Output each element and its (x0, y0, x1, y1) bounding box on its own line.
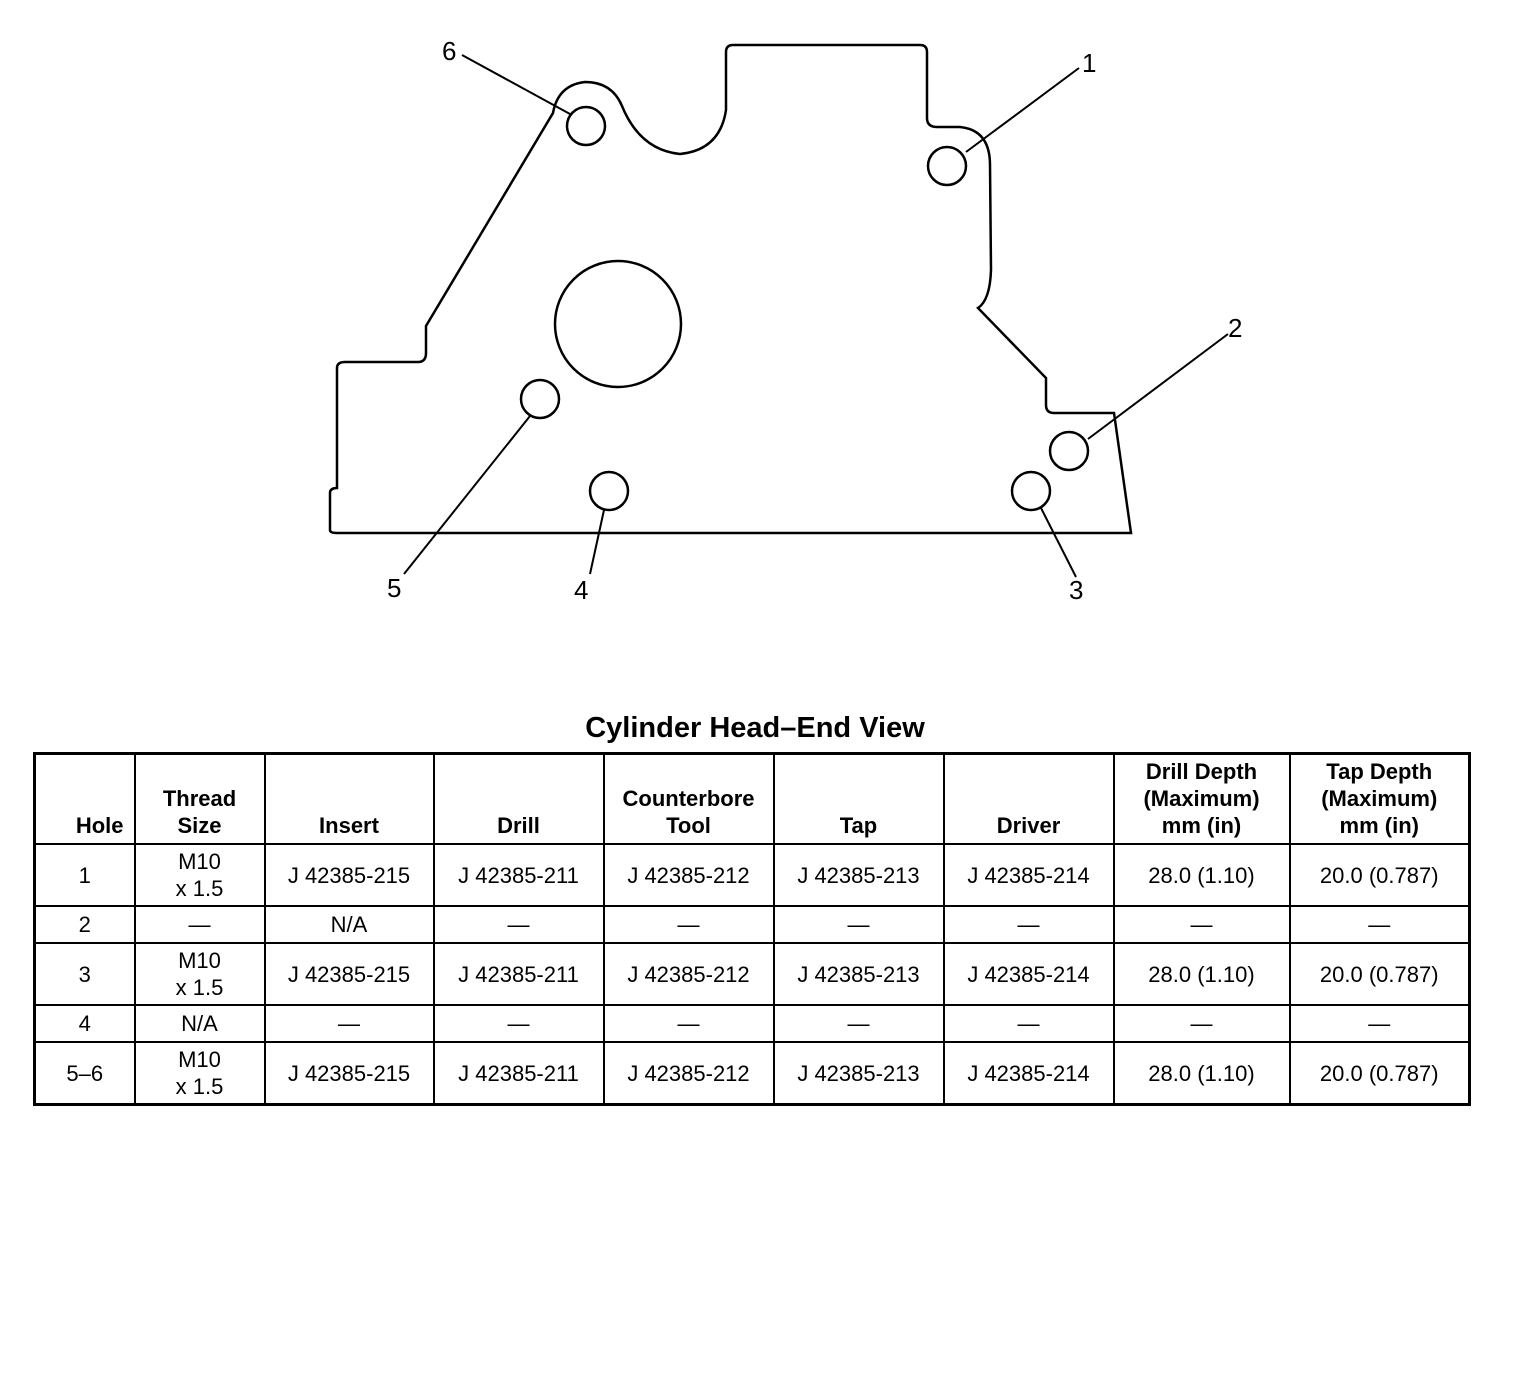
header-thread-size: Thread Size (135, 754, 265, 845)
cell-drill-depth: — (1114, 1005, 1290, 1042)
callout-6: 6 (442, 36, 457, 66)
table-row (35, 1005, 1470, 1042)
cell-insert: J 42385-215 (265, 943, 434, 1005)
cell-insert: J 42385-215 (265, 844, 434, 906)
cell-insert: — (265, 1005, 434, 1042)
cell-tap-depth: 20.0 (0.787) (1290, 943, 1470, 1005)
cell-tap: J 42385-213 (774, 844, 944, 906)
header-tap: Tap (774, 754, 944, 845)
leader-line-6 (462, 55, 570, 114)
hole-3-circle (1012, 472, 1050, 510)
callout-5: 5 (387, 573, 402, 603)
callout-1: 1 (1082, 48, 1097, 78)
hole-4-circle (590, 472, 628, 510)
hole-5-circle (521, 380, 559, 418)
cell-driver: J 42385-214 (944, 844, 1114, 906)
header-driver: Driver (944, 754, 1114, 845)
cell-tap: — (774, 1005, 944, 1042)
header-insert: Insert (265, 754, 434, 845)
header-counterbore-tool: Counterbore Tool (604, 754, 774, 845)
cell-hole: 2 (35, 906, 135, 943)
leader-line-1 (966, 68, 1079, 152)
large-bore-circle (555, 261, 681, 387)
cell-thread-size: N/A (135, 1005, 265, 1042)
cell-tap-depth: — (1290, 1005, 1470, 1042)
cell-hole: 1 (35, 844, 135, 906)
leader-line-5 (404, 416, 530, 574)
leader-line-3 (1041, 508, 1076, 577)
cell-counterbore-tool: — (604, 906, 774, 943)
callout-4: 4 (574, 575, 589, 605)
table-row (35, 906, 1470, 943)
cell-tap: J 42385-213 (774, 943, 944, 1005)
cell-tap-depth: 20.0 (0.787) (1290, 844, 1470, 906)
header-tap-depth: Tap Depth (Maximum) mm (in) (1290, 754, 1470, 845)
table-caption: Cylinder Head–End View (585, 712, 925, 744)
cell-driver: — (944, 906, 1114, 943)
cell-drill-depth: 28.0 (1.10) (1114, 943, 1290, 1005)
cell-counterbore-tool: J 42385-212 (604, 1042, 774, 1105)
callout-2: 2 (1228, 313, 1243, 343)
cell-tap-depth: — (1290, 906, 1470, 943)
cell-thread-size: M10 x 1.5 (135, 1042, 265, 1105)
table-row (35, 1042, 1470, 1105)
cylinder-head-end-view-diagram (0, 0, 1520, 640)
table-row (35, 943, 1470, 1005)
cell-hole: 5–6 (35, 1042, 135, 1105)
callout-3: 3 (1069, 575, 1084, 605)
cell-counterbore-tool: J 42385-212 (604, 844, 774, 906)
table-row (35, 844, 1470, 906)
cell-driver: J 42385-214 (944, 1042, 1114, 1105)
cell-drill: J 42385-211 (434, 943, 604, 1005)
cell-tap: — (774, 906, 944, 943)
cell-drill: — (434, 906, 604, 943)
cell-drill-depth: — (1114, 906, 1290, 943)
header-drill: Drill (434, 754, 604, 845)
cell-counterbore-tool: J 42385-212 (604, 943, 774, 1005)
cell-driver: — (944, 1005, 1114, 1042)
hole-repair-spec-table (33, 752, 1471, 1106)
leader-line-4 (590, 510, 604, 574)
cell-drill: J 42385-211 (434, 1042, 604, 1105)
header-hole: Hole (35, 754, 135, 845)
cell-insert: J 42385-215 (265, 1042, 434, 1105)
cell-drill: J 42385-211 (434, 844, 604, 906)
cell-thread-size: — (135, 906, 265, 943)
hole-1-circle (928, 147, 966, 185)
cell-drill: — (434, 1005, 604, 1042)
cell-driver: J 42385-214 (944, 943, 1114, 1005)
cell-tap: J 42385-213 (774, 1042, 944, 1105)
hole-2-circle (1050, 432, 1088, 470)
cell-tap-depth: 20.0 (0.787) (1290, 1042, 1470, 1105)
cell-counterbore-tool: — (604, 1005, 774, 1042)
table-header-row (35, 754, 1470, 845)
header-drill-depth: Drill Depth (Maximum) mm (in) (1114, 754, 1290, 845)
cell-hole: 3 (35, 943, 135, 1005)
cell-thread-size: M10 x 1.5 (135, 943, 265, 1005)
cell-drill-depth: 28.0 (1.10) (1114, 844, 1290, 906)
hole-6-circle (567, 107, 605, 145)
cell-insert: N/A (265, 906, 434, 943)
cell-thread-size: M10 x 1.5 (135, 844, 265, 906)
leader-line-2 (1088, 334, 1228, 439)
cell-drill-depth: 28.0 (1.10) (1114, 1042, 1290, 1105)
cell-hole: 4 (35, 1005, 135, 1042)
